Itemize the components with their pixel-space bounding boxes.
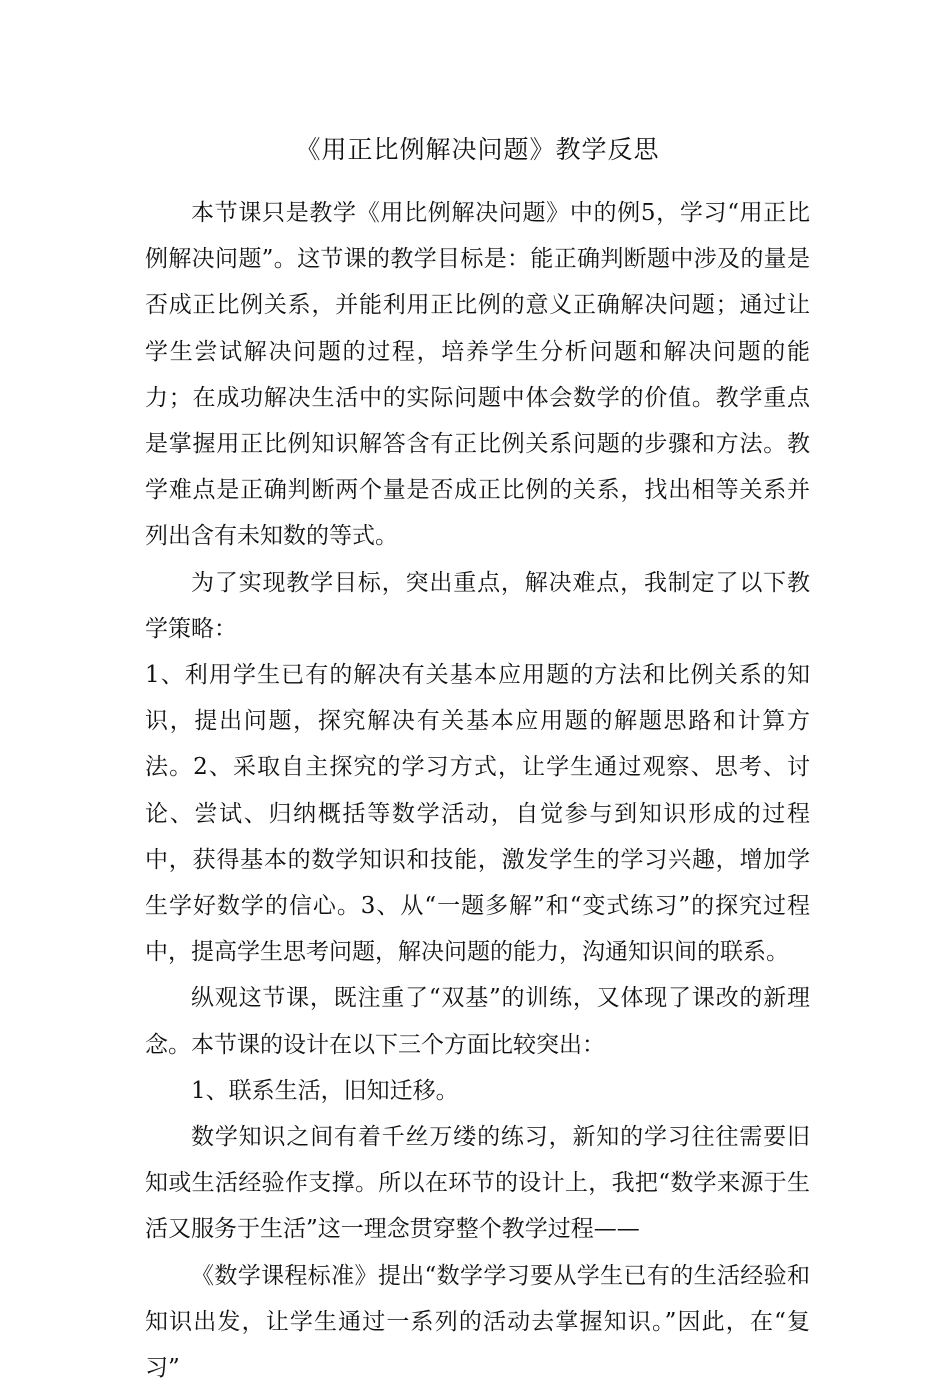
paragraph-point-1-body: 数学知识之间有着千丝万缕的练习，新知的学习往往需要旧知或生活经验作支撑。所以在环节的设计上，我把“数学来源于生活又服务于生活”这一理念贯穿整个教学过程—— bbox=[145, 1124, 810, 1243]
paragraph-strategy-intro: 为了实现教学目标，突出重点，解决难点，我制定了以下教学策略： bbox=[145, 569, 810, 642]
paragraph-overview: 纵观这节课，既注重了“双基”的训练，又体现了课改的新理念。本节课的设计在以下三个方面比较突出： bbox=[145, 985, 810, 1058]
paragraph-strategies: 1、利用学生已有的解决有关基本应用题的方法和比例关系的知识，提出问题，探究解决有关基本应用题的解题思路和计算方法。2、采取自主探究的学习方式，让学生通过观察、思考、讨论、尝试、归纳概括等数学活动，自觉参与到知识形成的过程中，获得基本的数学知识和技能，激发学生的学习兴趣，增加学生学好数学的信心。3、从“一题多解”和“变式练习”的探究过程中，提高学生思考问题，解决问题的能力，沟通知识间的联系。 bbox=[145, 662, 810, 966]
document-title: 《用正比例解决问题》教学反思 bbox=[295, 135, 660, 164]
paragraph-point-1-heading: 1、联系生活，旧知迁移。 bbox=[191, 1077, 459, 1104]
document-body bbox=[145, 124, 810, 1391]
paragraph-curriculum-standard: 《数学课程标准》提出“数学学习要从学生已有的生活经验和知识出发，让学生通过一系列的活动去掌握知识。”因此，在“复习” bbox=[145, 1262, 810, 1382]
paragraph-intro: 本节课只是教学《用比例解决问题》中的例5，学习“用正比例解决问题”。这节课的教学目标是：能正确判断题中涉及的量是否成正比例关系，并能利用正比例的意义正确解决问题；通过让学生尝试解决问题的过程，培养学生分析问题和解决问题的能力；在成功解决生活中的实际问题中体会数学的价值。教学重点是掌握用正比例知识解答含有正比例关系问题的步骤和方法。教学难点是正确判断两个量是否成正比例的关系，找出相等关系并列出含有未知数的等式。 bbox=[145, 200, 810, 550]
